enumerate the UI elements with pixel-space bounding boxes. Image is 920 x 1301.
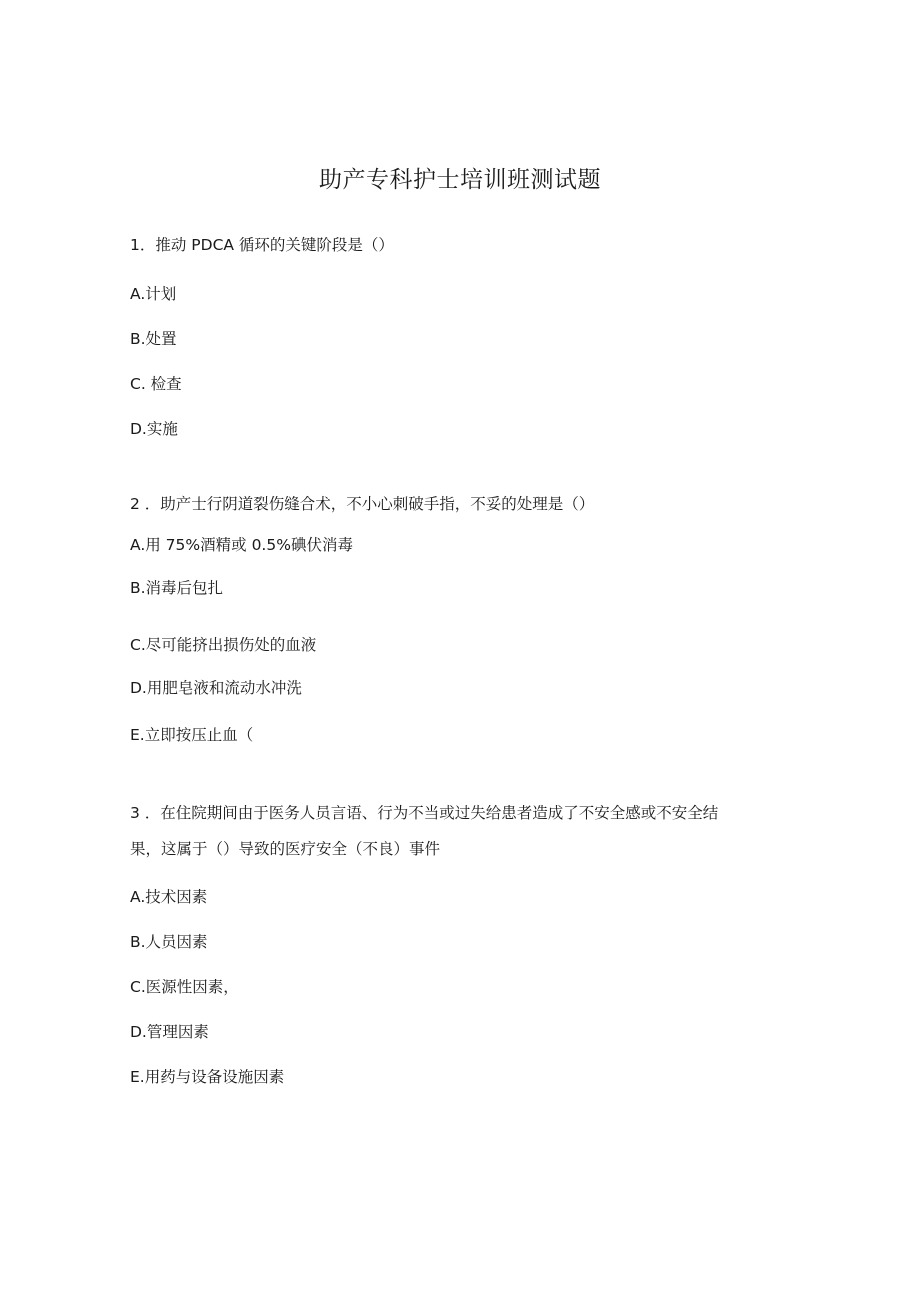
question-2-option-c: C.尽可能挤出损伤处的血液: [130, 636, 317, 654]
question-1-stem: 1．推动 PDCA 循环的关键阶段是（）: [130, 236, 394, 254]
question-1-option-a: A.计划: [130, 285, 177, 303]
question-2-option-d: D.用肥皂液和流动水冲洗: [130, 679, 302, 697]
question-3-option-a: A.技术因素: [130, 888, 208, 906]
question-1-option-b: B.处置: [130, 330, 177, 348]
question-3-option-d: D.管理因素: [130, 1023, 209, 1041]
question-1-option-d: D.实施: [130, 420, 178, 438]
question-3-option-b: B.人员因素: [130, 933, 208, 951]
question-3-option-c: C.医源性因素，: [130, 978, 239, 996]
question-3-option-e: E.用药与设备设施因素: [130, 1068, 285, 1086]
question-2-stem: 2 ．助产士行阴道裂伤缝合术，不小心刺破手指，不妥的处理是（）: [130, 495, 595, 513]
question-3-stem-line-2: 果，这属于（）导致的医疗安全（不良）事件: [130, 840, 441, 858]
question-2-option-b: B.消毒后包扎: [130, 579, 224, 597]
question-3-stem-line-1: 3 ．在住院期间由于医务人员言语、行为不当或过失给患者造成了不安全感或不安全结: [130, 804, 719, 822]
question-1-option-c: C. 检查: [130, 375, 182, 393]
document-title: 助产专科护士培训班测试题: [319, 167, 601, 193]
question-2-option-a: A.用 75%酒精或 0.5%碘伏消毒: [130, 536, 353, 554]
question-2-option-e: E.立即按压止血（: [130, 726, 254, 744]
